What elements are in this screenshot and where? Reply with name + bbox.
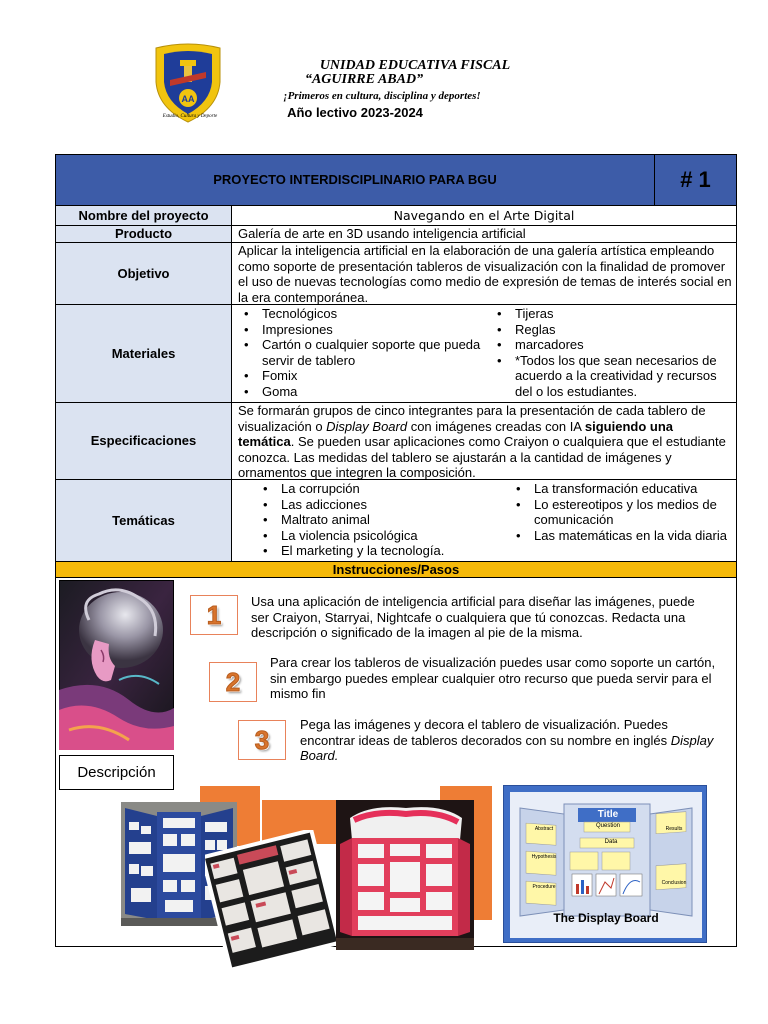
tematicas-list-left bbox=[255, 481, 485, 559]
spec-text-5: . Se pueden usar aplicaciones como Craiyon o cualquiera que el estudiante conozca. Las medidas del tablero se ajustarán a la cantidad de imágenes y ornamentos que integren la composición. bbox=[238, 434, 726, 480]
crest-banner: Estudio, Cultura y Deporte bbox=[162, 114, 218, 119]
ai-art-image bbox=[59, 580, 174, 750]
label-nombre: Nombre del proyecto bbox=[55, 205, 232, 226]
description-caption: Descripción bbox=[59, 755, 174, 790]
display-board-right-panel: Results bbox=[665, 826, 683, 832]
table-title: PROYECTO INTERDISCIPLINARIO PARA BGU bbox=[55, 154, 655, 206]
instructions-bar: Instrucciones/Pasos bbox=[55, 561, 737, 578]
list-item: • El marketing y la tecnología. bbox=[255, 543, 485, 559]
photo-black-board bbox=[205, 830, 337, 970]
list-item: • Tijeras bbox=[489, 306, 734, 322]
list-item: • Lo estereotipos y los medios de comunicación bbox=[508, 497, 734, 528]
photo-pink-board bbox=[336, 800, 474, 950]
value-objetivo: Aplicar la inteligencia artificial en la elaboración de una galería artística empleando como soporte de presentación tableros de visualización con la finalidad de promover el uso de nuevas tecnologías como medio de expresión de temas de interés social en la era contemporánea. bbox=[231, 242, 737, 305]
school-name-line1: UNIDAD EDUCATIVA FISCAL bbox=[319, 58, 511, 73]
list-item: • La violencia psicológica bbox=[255, 528, 485, 544]
list-item: • La transformación educativa bbox=[508, 481, 734, 497]
display-board-data: Data bbox=[604, 839, 618, 845]
list-item: • *Todos los que sean necesarios de acuerdo a la creatividad y recursos del o los estudiantes. bbox=[489, 353, 734, 400]
spec-text-1: Se formarán grupos de cinco integrantes para la presentación de cada tablero de visualización o bbox=[238, 403, 706, 434]
display-board-caption: The Display Board bbox=[553, 911, 659, 925]
list-item: • Las matemáticas en la vida diaria bbox=[508, 528, 734, 544]
display-board-left-panel: Hypothesis bbox=[531, 854, 557, 860]
display-board-title: Title bbox=[597, 809, 619, 820]
list-item: • Las adicciones bbox=[255, 497, 485, 513]
value-especificaciones bbox=[231, 402, 737, 480]
label-tematicas: Temáticas bbox=[55, 479, 232, 562]
school-motto: ¡Primeros en cultura, disciplina y deportes! bbox=[283, 90, 481, 102]
materiales-list-right bbox=[489, 306, 734, 399]
step-1-number: 1 bbox=[190, 595, 238, 635]
display-board-left-panel: Abstract bbox=[534, 826, 554, 832]
list-item: • Reglas bbox=[489, 322, 734, 338]
crest-letters: AA bbox=[181, 94, 195, 104]
spec-tematica: siguiendo una temática bbox=[238, 418, 673, 449]
list-item: • Maltrato animal bbox=[255, 512, 485, 528]
step-2-number: 2 bbox=[209, 662, 257, 702]
step-3-number: 3 bbox=[238, 720, 286, 760]
school-name-line2: “AGUIRRE ABAD” bbox=[304, 72, 424, 87]
step-2-text: Para crear los tableros de visualización puedes usar como soporte un cartón, sin embargo puedes emplear cualquier otro recurso que pueda servir para el mismo fin bbox=[270, 655, 716, 701]
display-board-question: Question bbox=[595, 823, 620, 829]
list-item: • Fomix bbox=[236, 368, 481, 384]
label-objetivo: Objetivo bbox=[55, 242, 232, 305]
step-3-text-a: Pega las imágenes y decora el tablero de visualización. Puedes encontrar ideas de tableros decorados con su nombre en inglés bbox=[300, 717, 671, 748]
tematicas-list-right bbox=[508, 481, 734, 543]
display-board-diagram bbox=[503, 785, 707, 943]
display-board-left-panel: Procedure bbox=[532, 884, 556, 890]
school-year: Año lectivo 2023-2024 bbox=[287, 105, 423, 120]
project-number: # 1 bbox=[654, 154, 737, 206]
value-tematicas bbox=[231, 479, 737, 562]
label-especificaciones: Especificaciones bbox=[55, 402, 232, 480]
materiales-list-left bbox=[236, 306, 481, 399]
spec-display-board: Display Board bbox=[326, 418, 408, 434]
step-3-text-b: Display Board. bbox=[300, 732, 714, 763]
list-item: • Impresiones bbox=[236, 322, 481, 338]
school-crest bbox=[152, 42, 224, 124]
step-3-text bbox=[300, 717, 720, 764]
value-producto: Galería de arte en 3D usando inteligencia artificial bbox=[231, 225, 737, 243]
step-1-text: Usa una aplicación de inteligencia artificial para diseñar las imágenes, puede ser Craiyon, Starryai, Nightcafe o cualquiera que tú conozcas. Redacta una descripción o significado de la imagen al pie de la misma. bbox=[251, 594, 695, 640]
value-materiales bbox=[231, 304, 737, 403]
list-item: • Tecnológicos bbox=[236, 306, 481, 322]
display-board-right-panel: Conclusion bbox=[661, 880, 687, 886]
label-materiales: Materiales bbox=[55, 304, 232, 403]
list-item: • Cartón o cualquier soporte que pueda servir de tablero bbox=[236, 337, 481, 368]
label-producto: Producto bbox=[55, 225, 232, 243]
list-item: • La corrupción bbox=[255, 481, 485, 497]
value-nombre: Navegando en el Arte Digital bbox=[231, 205, 737, 226]
list-item: • Goma bbox=[236, 384, 481, 400]
spec-text-3: con imágenes creadas con IA bbox=[407, 418, 585, 434]
list-item: • marcadores bbox=[489, 337, 734, 353]
